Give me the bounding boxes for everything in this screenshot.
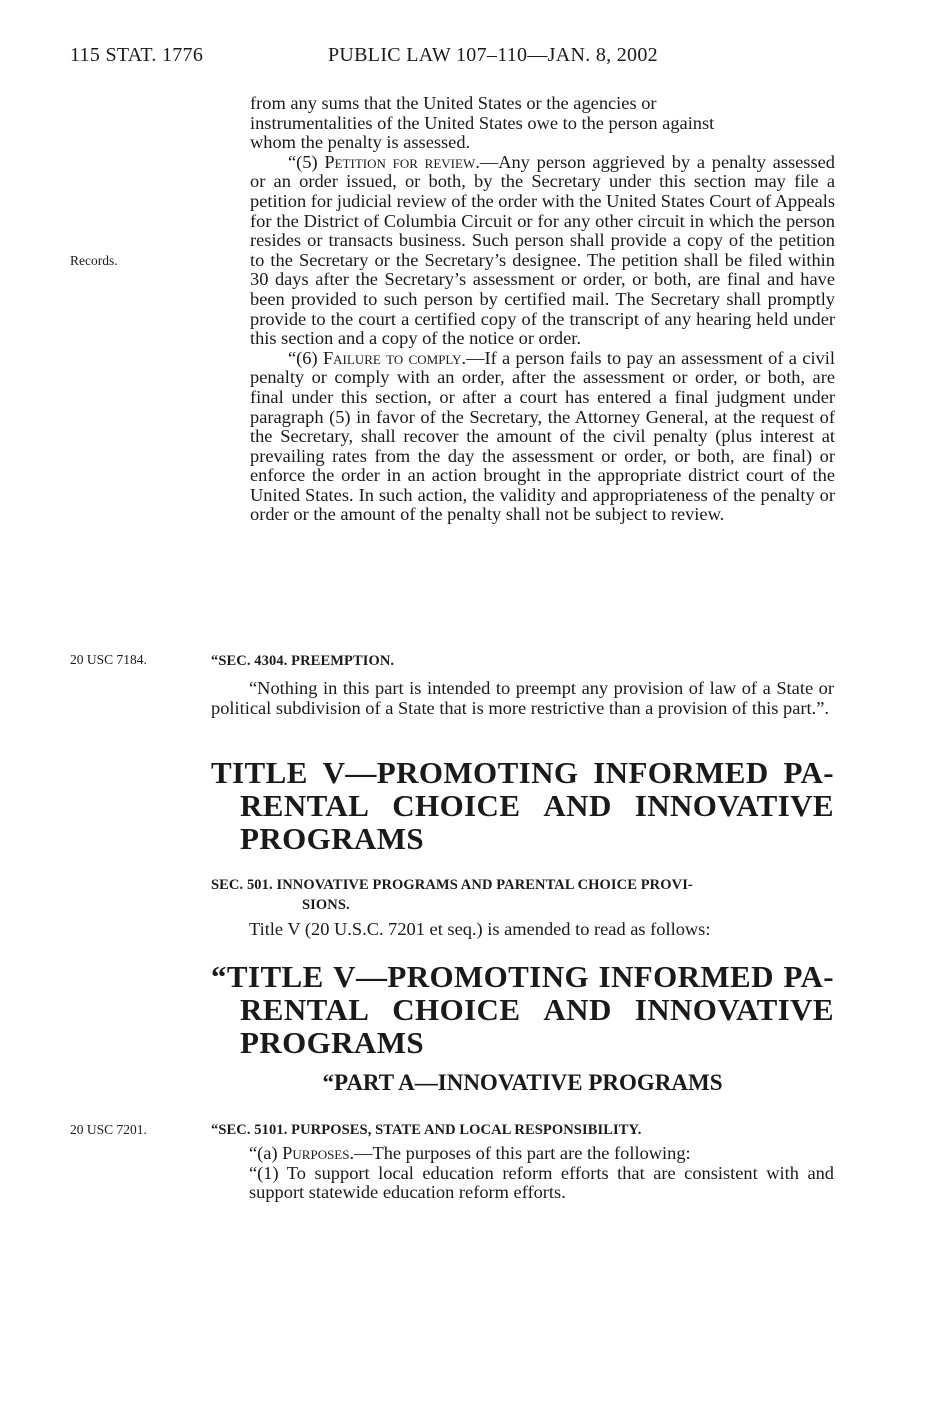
main-text-block — [250, 94, 835, 525]
paragraph-label: “(6) — [288, 347, 323, 368]
title-word: PA- — [783, 755, 834, 790]
paragraph-heading: Petition for review. — [324, 151, 480, 172]
paragraph-6-failure-to-comply — [250, 349, 835, 525]
title-word: PA- — [783, 959, 834, 994]
title-word: “TITLE — [211, 959, 324, 994]
section-4304-heading: “SEC. 4304. PREEMPTION. — [211, 653, 395, 669]
title-word: V—PROMOTING — [333, 959, 590, 994]
title-word: V—PROMOTING — [322, 755, 579, 790]
paragraph-heading: Failure to comply. — [322, 347, 467, 368]
quoted-title-v-heading — [211, 960, 834, 1059]
purpose-item-text: “(1) To support local education reform efforts that are consistent with and support statewide education reform efforts. — [249, 1162, 834, 1203]
title-word: INFORMED — [598, 959, 774, 994]
title-word: INNOVATIVE — [634, 992, 834, 1027]
title-v-heading — [211, 756, 834, 855]
paragraph-text: —The purposes of this part are the following: — [354, 1143, 691, 1163]
title-line-3: PROGRAMS — [240, 1025, 425, 1060]
title-word: AND — [543, 788, 612, 823]
title-word: RENTAL — [240, 788, 370, 823]
title-line-2 — [211, 789, 834, 822]
section-501-text — [211, 920, 834, 940]
section-5101-heading: “SEC. 5101. PURPOSES, STATE AND LOCAL RESPONSIBILITY. — [211, 1122, 642, 1138]
title-line-3: PROGRAMS — [240, 821, 425, 856]
title-word: TITLE — [211, 755, 308, 790]
title-line-1 — [211, 756, 834, 789]
paragraph-label: “(5) — [288, 151, 325, 172]
public-law-title: PUBLIC LAW 107–110—JAN. 8, 2002 — [328, 44, 658, 66]
title-word: RENTAL — [240, 992, 370, 1027]
paragraph-5-petition-for-review — [250, 153, 835, 349]
margin-note-records: Records. — [70, 253, 118, 268]
continuation-line: from any sums that the United States or the agencies or — [250, 93, 657, 113]
purpose-item-1 — [211, 1164, 834, 1203]
section-4304-text — [211, 679, 834, 718]
purposes-paragraph — [211, 1144, 834, 1164]
title-word: CHOICE — [392, 788, 521, 823]
section-heading-line: SEC. 501. INNOVATIVE PROGRAMS AND PARENTAL CHOICE PROVI- — [211, 877, 693, 893]
statute-page-number: 115 STAT. 1776 — [70, 44, 204, 66]
title-word: CHOICE — [392, 992, 521, 1027]
preemption-paragraph: “Nothing in this part is intended to preempt any provision of law of a State or political subdivision of a State that is more restrictive than a provision of this part.”. — [211, 678, 834, 718]
paragraph-label: “(a) — [249, 1143, 283, 1163]
section-heading-line: SIONS. — [302, 897, 350, 913]
title-word: INNOVATIVE — [634, 788, 834, 823]
section-501-heading — [211, 877, 693, 914]
margin-note-usc-7184: 20 USC 7184. — [70, 652, 147, 667]
amendment-intro: Title V (20 U.S.C. 7201 et seq.) is amended to read as follows: — [249, 919, 711, 939]
paragraph-heading: Purposes. — [282, 1143, 355, 1163]
title-word: INFORMED — [593, 755, 769, 790]
paragraph-text: —If a person fails to pay an assessment of a civil penalty or comply with an order, after the assessment or order, or both, are final under this section, or after a court has entered a final judgment under paragraph (5) in favor of the Secretary, the Attorney General, at the request of the Secretary, shall recover the amount of the civil penalty (plus interest at prevailing rates from the day the assessment or order, or both, are final) or enforce the order in an action brought in the appropriate district court of the United States. In such action, the validity and appropriateness of the penalty or order or the amount of the penalty shall not be subject to review. — [250, 347, 835, 525]
title-line-2 — [211, 993, 834, 1026]
section-5101-text — [211, 1144, 834, 1203]
title-word: AND — [543, 992, 612, 1027]
continuation-line: instrumentalities of the United States owe to the person against — [250, 112, 715, 133]
part-a-heading: “PART A—INNOVATIVE PROGRAMS — [322, 1070, 723, 1095]
margin-note-usc-7201: 20 USC 7201. — [70, 1122, 147, 1137]
continuation-line: whom the penalty is assessed. — [250, 132, 471, 153]
title-line-1 — [211, 960, 834, 993]
running-header — [0, 44, 940, 74]
paragraph-text: —Any person aggrieved by a penalty assessed or an order issued, or both, by the Secretary under this section may file a petition for judicial review of the order with the United States Court of Appeals for the District of Columbia Circuit or for any other circuit in which the person resides or transacts business. Such person shall provide a copy of the petition to the Secretary or the Secretary’s designee. The petition shall be filed within 30 days after the Secretary’s assessment or order, or both, are final and have been provided to such person by certified mail. The Secretary shall promptly provide to the court a certified copy of the transcript of any hearing held under this section and a copy of the notice or order. — [250, 151, 835, 349]
